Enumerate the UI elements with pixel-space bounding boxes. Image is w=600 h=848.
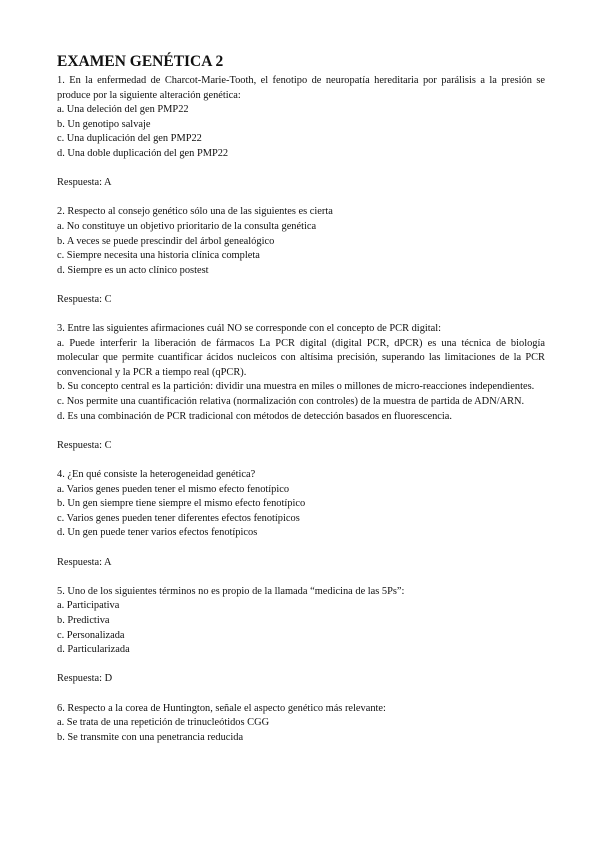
answer-text: Respuesta: D <box>57 673 113 685</box>
option: a. Una deleción del gen PMP22 <box>57 104 189 116</box>
answer-text: Respuesta: C <box>57 293 112 305</box>
question-text: 1. En la enfermedad de Charcot-Marie-Tooth, el fenotipo de neuropatía hereditaria por parálisis a la presión se produce por la siguiente alteración genética: <box>57 75 545 101</box>
option: b. Un gen siempre tiene siempre el mismo efecto fenotípico <box>57 498 306 510</box>
question-block <box>57 702 545 746</box>
option: b. A veces se puede prescindir del árbol genealógico <box>57 235 275 247</box>
option: b. Un genotipo salvaje <box>57 118 151 130</box>
question-block <box>57 585 545 687</box>
answer-text: Respuesta: A <box>57 177 112 189</box>
option: c. Varios genes pueden tener diferentes efectos fenotípicos <box>57 512 300 524</box>
option: a. Puede interferir la liberación de fármacos La PCR digital (digital PCR, dPCR) es una técnica de biología molecular que permite cuantificar ácidos nucleicos con altísima precisión, superando las limitaciones de la PCR convencional y la PCR a tiempo real (qPCR). <box>57 337 545 378</box>
answer-text: Respuesta: C <box>57 439 112 451</box>
question-text: 6. Respecto a la corea de Huntington, señale el aspecto genético más relevante: <box>57 702 386 714</box>
option: d. Una doble duplicación del gen PMP22 <box>57 147 229 159</box>
option: a. Varios genes pueden tener el mismo efecto fenotípico <box>57 483 290 495</box>
option: a. Participativa <box>57 600 120 612</box>
answer-text: Respuesta: A <box>57 556 112 568</box>
option: b. Su concepto central es la partición: dividir una muestra en miles o millones de micro-reacciones independientes. <box>57 381 535 393</box>
option: d. Siempre es un acto clínico postest <box>57 264 209 276</box>
option: c. Una duplicación del gen PMP22 <box>57 133 202 145</box>
exam-page <box>57 52 545 745</box>
question-text: 3. Entre las siguientes afirmaciones cuál NO se corresponde con el concepto de PCR digital: <box>57 323 442 335</box>
option: c. Siempre necesita una historia clínica completa <box>57 250 260 262</box>
option: c. Nos permite una cuantificación relativa (normalización con controles) de la muestra de partida de ADN/ARN. <box>57 396 525 408</box>
option: d. Particularizada <box>57 644 130 656</box>
question-text: 4. ¿En qué consiste la heterogeneidad genética? <box>57 469 256 481</box>
option: a. No constituye un objetivo prioritario de la consulta genética <box>57 220 317 232</box>
option: c. Personalizada <box>57 629 125 641</box>
option: d. Es una combinación de PCR tradicional con métodos de detección basados en fluorescencia. <box>57 410 453 422</box>
question-text: 5. Uno de los siguientes términos no es propio de la llamada “medicina de las 5Ps”: <box>57 585 405 597</box>
question-block <box>57 468 545 570</box>
question-block <box>57 205 545 307</box>
question-text: 2. Respecto al consejo genético sólo una de las siguientes es cierta <box>57 206 333 218</box>
option: a. Se trata de una repetición de trinucleótidos CGG <box>57 717 270 729</box>
exam-title: EXAMEN GENÉTICA 2 <box>57 53 224 70</box>
option: d. Un gen puede tener varios efectos fenotípicos <box>57 527 258 539</box>
question-block <box>57 322 545 453</box>
option: b. Predictiva <box>57 614 110 626</box>
question-block <box>57 74 545 191</box>
option: b. Se transmite con una penetrancia reducida <box>57 731 244 743</box>
